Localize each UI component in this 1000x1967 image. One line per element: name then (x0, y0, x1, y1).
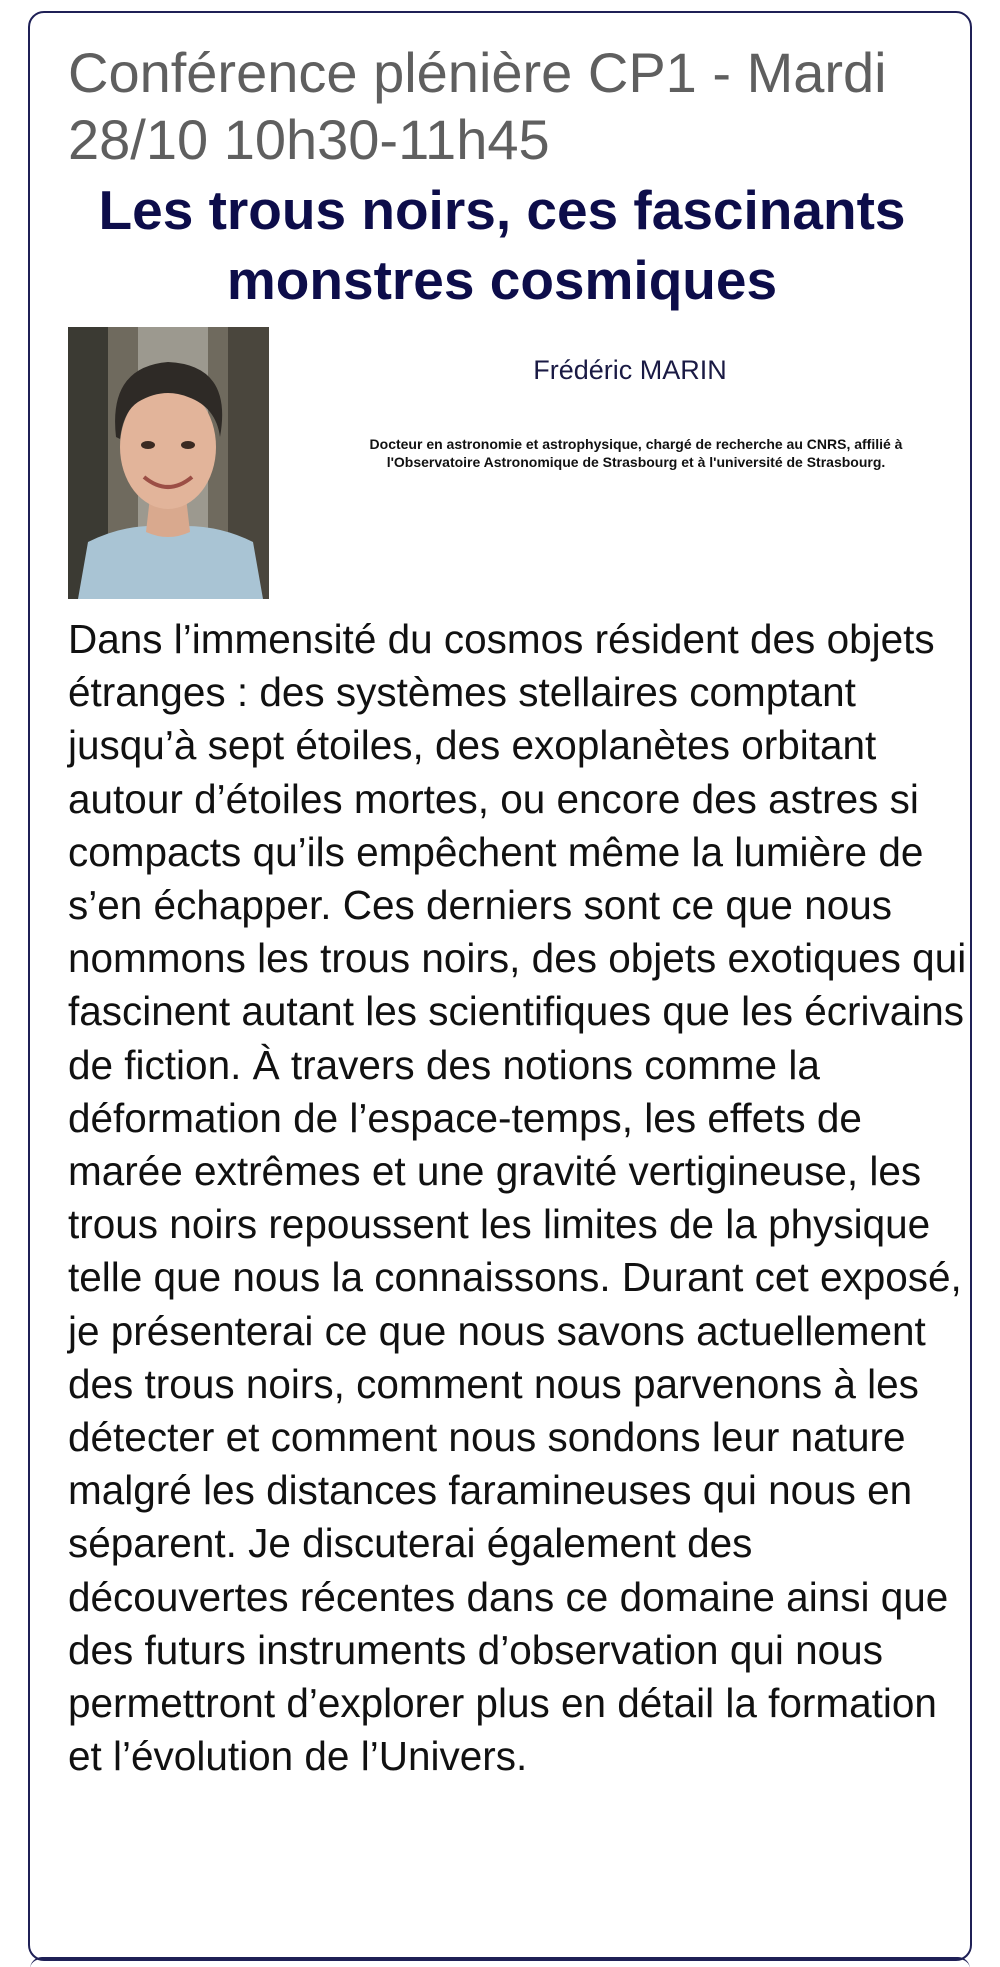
speaker-photo (68, 327, 269, 599)
speaker-name: Frédéric MARIN (533, 355, 727, 385)
speaker-bio: Docteur en astronomie et astrophysique, chargé de recherche au CNRS, affilié à l'Observatoire Astronomique de Strasbourg et à l'université de Strasbourg. (369, 436, 903, 470)
talk-title: Les trous noirs, ces fascinants monstres cosmiques (98, 179, 906, 311)
session-heading: Conférence plénière CP1 - Mardi 28/10 10h30-11h45 (68, 41, 887, 171)
next-card-edge (30, 1957, 970, 1967)
talk-abstract: Dans l’immensité du cosmos résident des objets étranges : des systèmes stellaires comptant jusqu’à sept étoiles, des exoplanètes orbitant autour d’étoiles mortes, ou encore des astres si compacts qu’ils empêchent même la lumière de s’en échapper. Ces derniers sont ce que nous nommons les trous noirs, des objets exotiques qui fascinent autant les scientifiques que les écrivains de fiction. À travers des notions comme la déformation de l’espace-temps, les effets de marée extrêmes et une gravité vertigineuse, les trous noirs repoussent les limites de la physique telle que nous la connaissons. Durant cet exposé, je présenterai ce que nous savons actuellement des trous noirs, comment nous parvenons à les détecter et comment nous sondons leur nature malgré les distances faramineuses qui nous en séparent. Je discuterai également des découvertes récentes dans ce domaine ainsi que des futurs instruments d’observation qui nous permettront d’explorer plus en détail la formation et l’évolution de l’Univers. (68, 616, 967, 1780)
talk-card (28, 11, 972, 1961)
